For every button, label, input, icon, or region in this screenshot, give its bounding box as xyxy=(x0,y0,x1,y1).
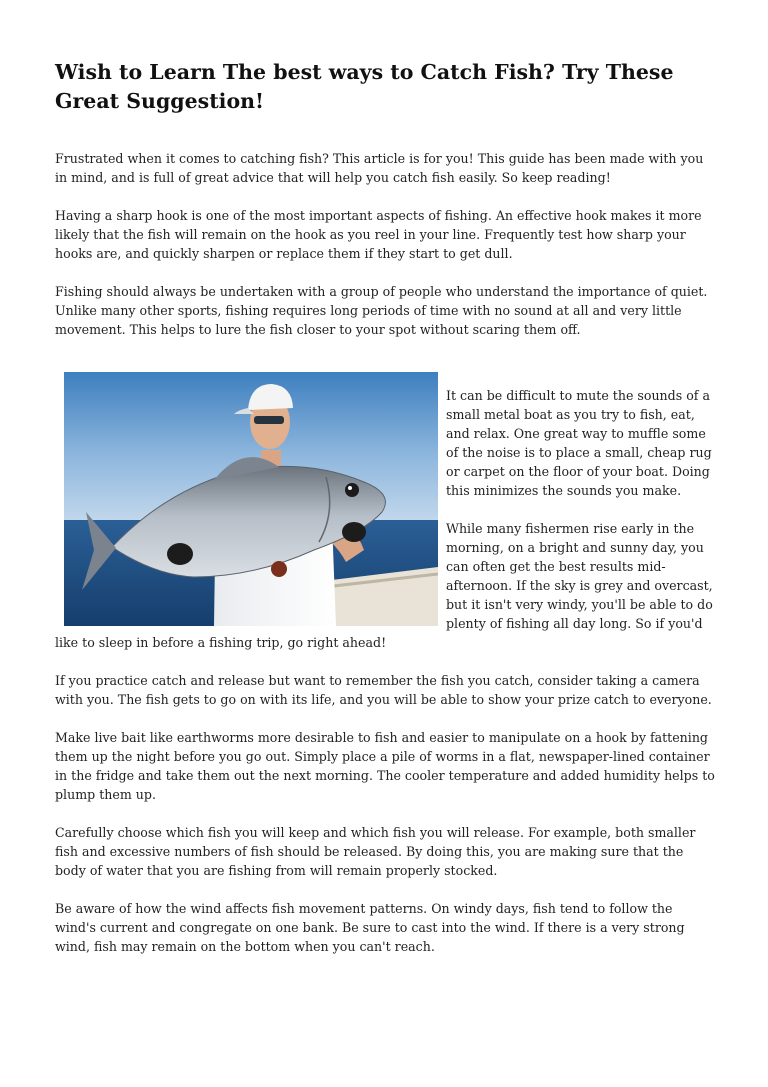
fisherman-photo xyxy=(64,372,438,626)
paragraph-2: Having a sharp hook is one of the most important aspects of fishing. An effective hook makes it more likely that the fish will remain on the hook as you reel in your line. Frequently test how sharp your hooks are, and quickly sharpen or replace them if they start to get dull. xyxy=(55,208,702,261)
paragraph-6: If you practice catch and release but want to remember the fish you catch, consider taking a camera with you. The fish gets to go on with its life, and you will be able to show your prize catch to everyone. xyxy=(55,673,712,707)
paragraph-9: Be aware of how the wind affects fish movement patterns. On windy days, fish tend to follow the wind's current and congregate on one bank. Be sure to cast into the wind. If there is a very strong wind, fish may remain on the bottom when you can't reach. xyxy=(55,901,685,954)
paragraph-7: Make live bait like earthworms more desirable to fish and easier to manipulate on a hook by fattening them up the night before you go out. Simply place a pile of worms in a flat, newspaper-lined container in the fridge and take them out the next morning. The cooler temperature and added humidity helps to plump them up. xyxy=(55,730,715,802)
paragraph-1: Frustrated when it comes to catching fish? This article is for you! This guide has been made with you in mind, and is full of great advice that will help you catch fish easily. So keep reading! xyxy=(55,151,704,185)
paragraph-3: Fishing should always be undertaken with a group of people who understand the importance of quiet. Unlike many other sports, fishing requires long periods of time with no sound at all and very little movement. This helps to lure the fish closer to your spot without scaring them off. xyxy=(55,284,708,337)
article-title: Wish to Learn The best ways to Catch Fish? Try These Great Suggestion! xyxy=(55,60,674,113)
article xyxy=(55,58,715,975)
paragraph-8: Carefully choose which fish you will keep and which fish you will release. For example, both smaller fish and excessive numbers of fish should be released. By doing this, you are making sure that the body of water that you are fishing from will remain properly stocked. xyxy=(55,825,696,878)
paragraph-5: While many fishermen rise early in the morning, on a bright and sunny day, you can often get the best results mid-afternoon. If the sky is grey and overcast, but it isn't very windy, you'll be able to do plenty of fishing all day long. So if you'd like to sleep in before a fishing trip, go right ahead! xyxy=(55,521,713,650)
paragraph-4: It can be difficult to mute the sounds of a small metal boat as you try to fish, eat, and relax. One great way to muffle some of the noise is to place a small, cheap rug or carpet on the floor of your boat. Doing this minimizes the sounds you make. xyxy=(446,388,712,498)
fisherman-with-fish-image xyxy=(64,372,438,626)
